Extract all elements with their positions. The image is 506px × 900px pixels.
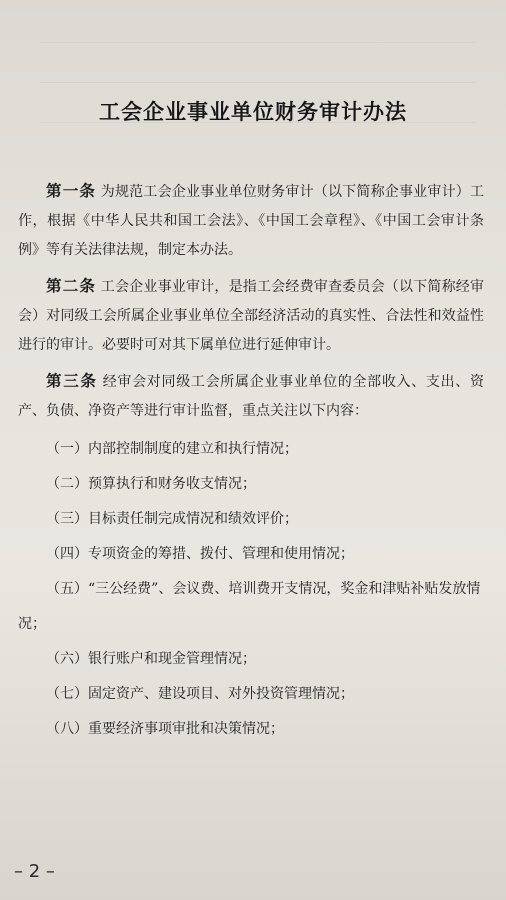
document-title: 工会企业事业单位财务审计办法 xyxy=(99,99,407,124)
bleed-through-text xyxy=(40,22,476,162)
page-number: – 2 – xyxy=(14,861,55,882)
list-item: （六）银行账户和现金管理情况； xyxy=(46,651,256,667)
article-3-text: 经审会对同级工会所属企业事业单位的全部收入、支出、资产、负债、净资产等进行审计监督，重点关注以下内容： xyxy=(18,374,485,419)
article-3 xyxy=(18,366,484,426)
article-3-label: 第三条 xyxy=(46,371,98,390)
article-1-label: 第一条 xyxy=(46,181,97,200)
article-1-text: 为规范工会企业事业单位财务审计（以下简称企事业审计）工作，根据《中华人民共和国工会法》、《中国工会章程》、《中国工会审计条例》等有关法律法规，制定本办法。 xyxy=(18,184,484,258)
article-1 xyxy=(18,176,484,265)
audit-items-list xyxy=(18,432,484,747)
list-item: （二）预算执行和财务收支情况； xyxy=(46,476,256,492)
list-item: （八）重要经济事项审批和决策情况； xyxy=(46,721,284,737)
list-item: （三）目标责任制完成情况和绩效评价； xyxy=(46,511,298,527)
list-item: （七）固定资产、建设项目、对外投资管理情况； xyxy=(46,686,354,702)
article-2-label: 第二条 xyxy=(46,276,97,295)
document-body xyxy=(18,176,484,747)
article-2-text: 工会企业事业审计，是指工会经费审查委员会（以下简称经审会）对同级工会所属企业事业单位全部经济活动的真实性、合法性和效益性进行的审计。必要时可对其下属单位进行延伸审计。 xyxy=(18,279,484,353)
list-item: （五）“三公经费”、会议费、培训费开支情况，奖金和津贴补贴发放情况； xyxy=(18,581,481,632)
list-item: （一）内部控制制度的建立和执行情况； xyxy=(46,441,298,457)
list-item: （四）专项资金的筹措、拨付、管理和使用情况； xyxy=(46,546,354,562)
article-2 xyxy=(18,271,484,360)
